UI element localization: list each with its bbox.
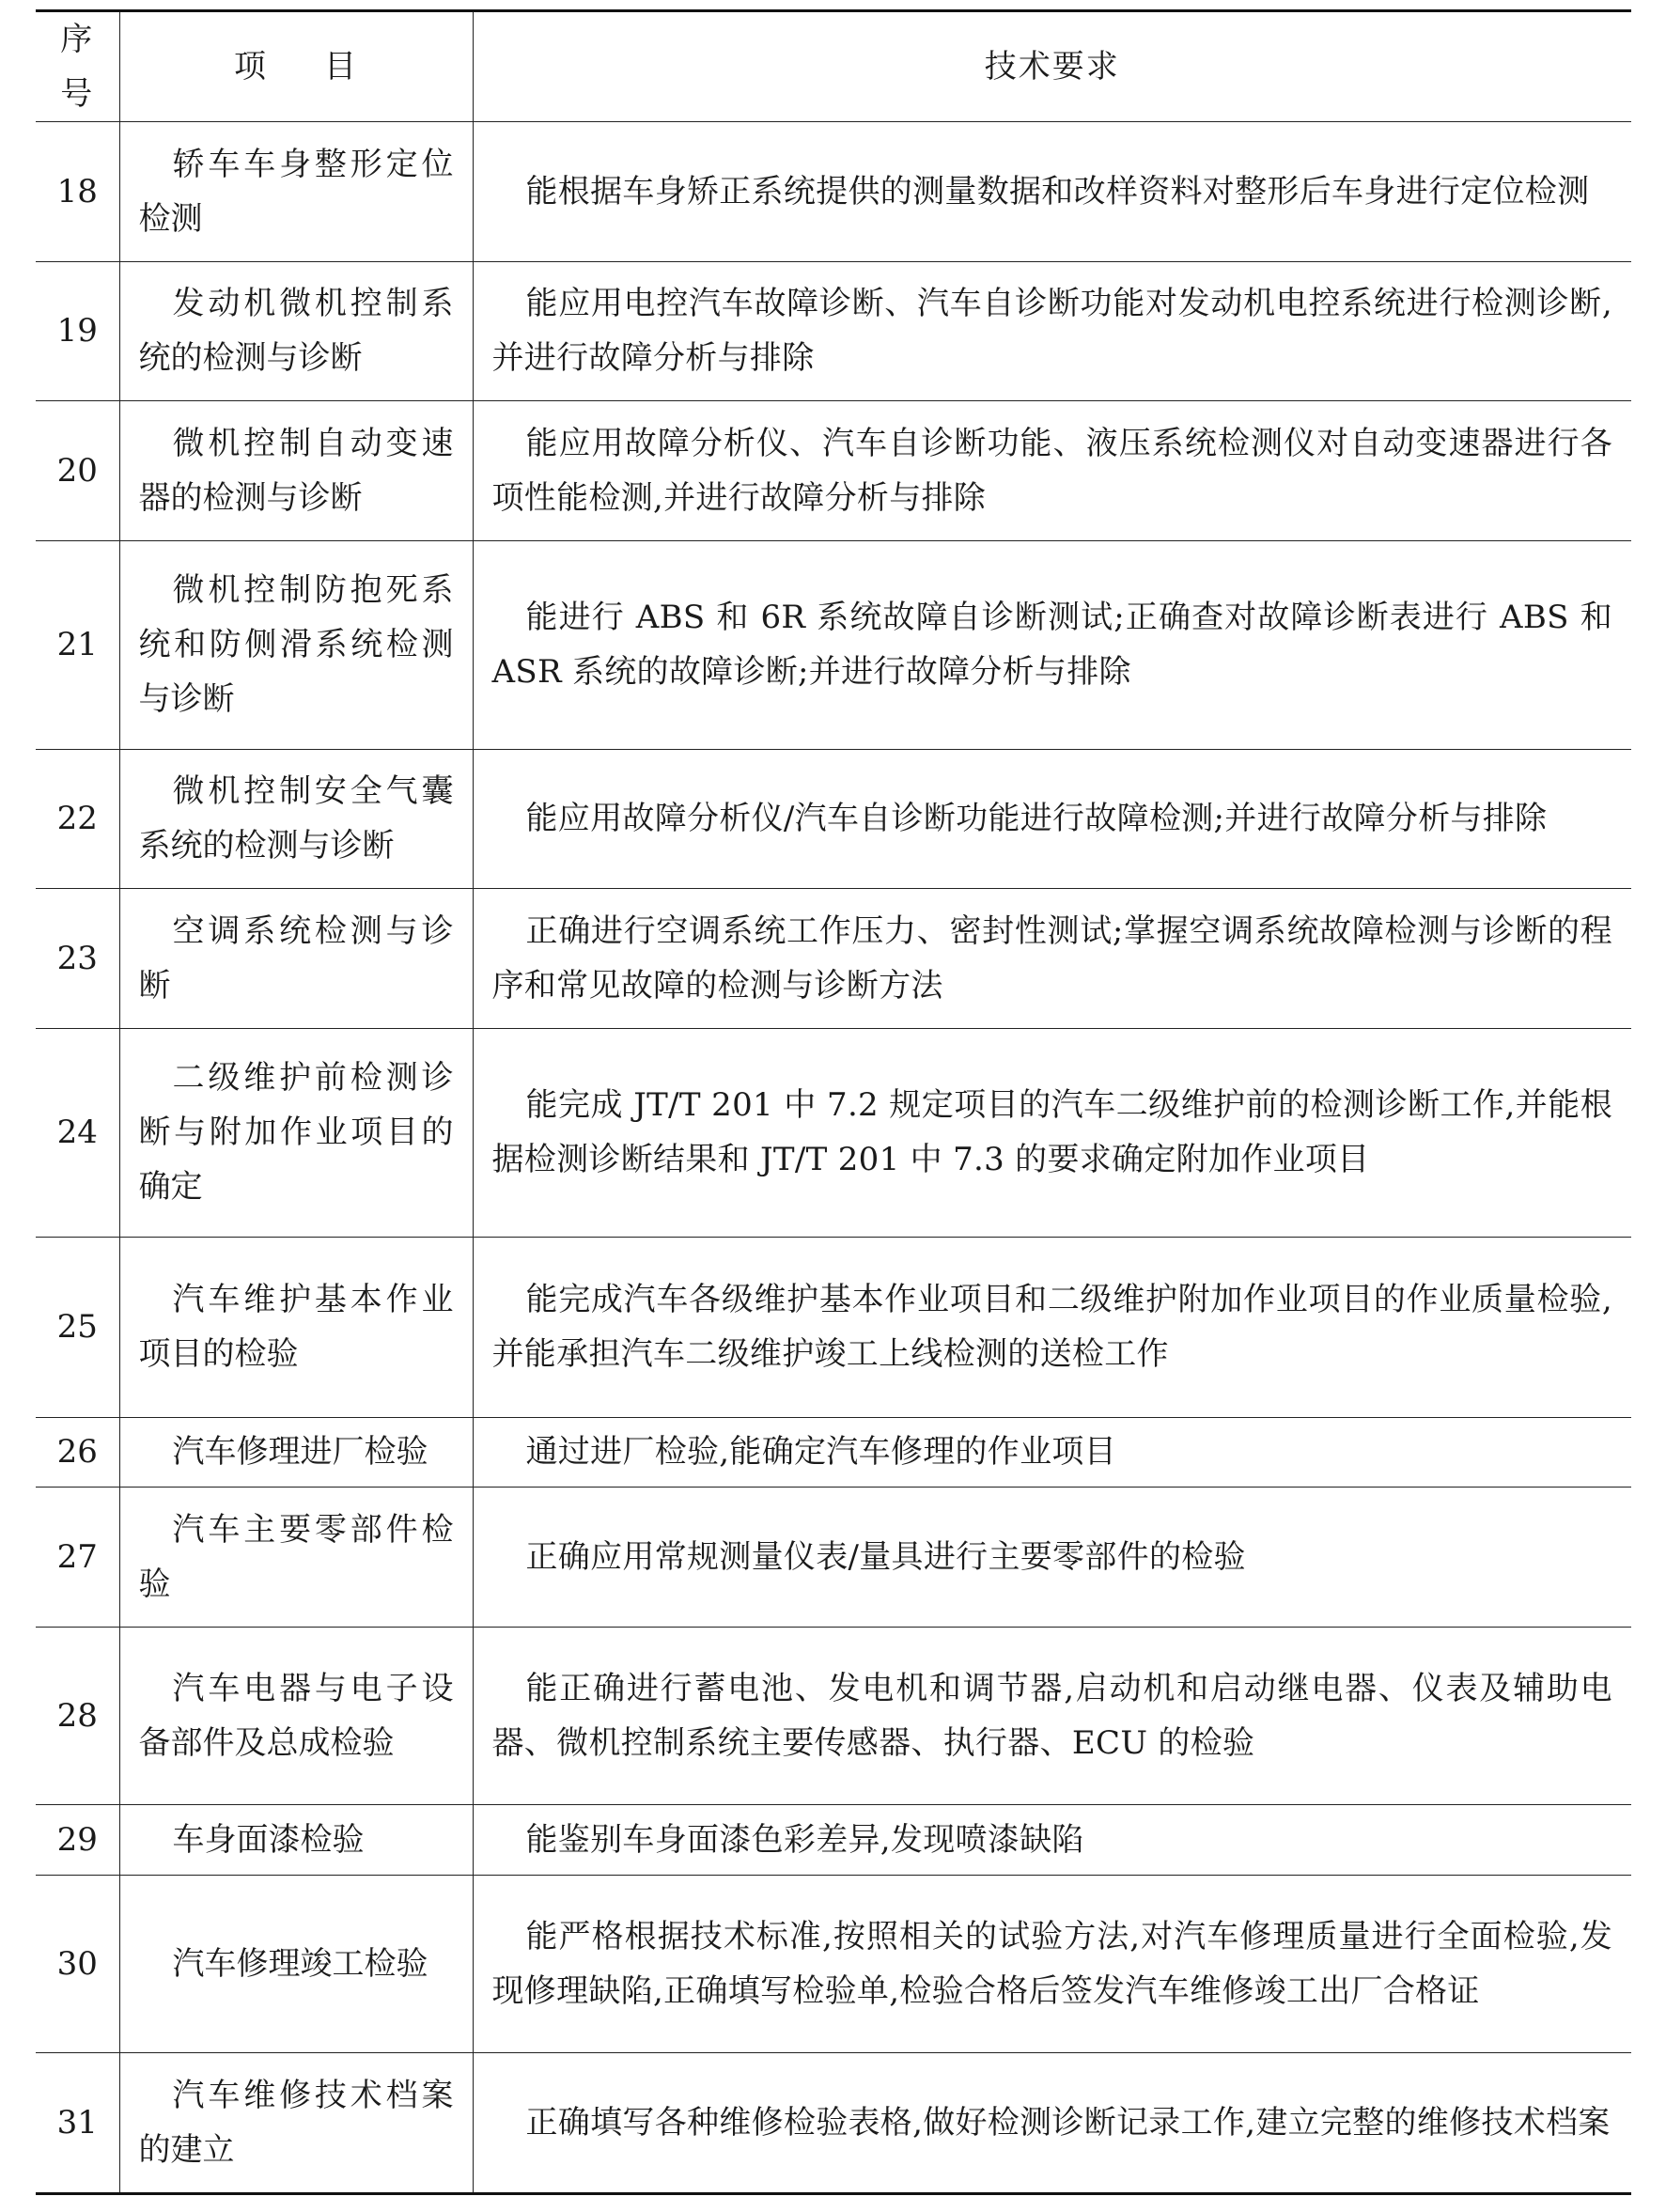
header-requirement: 技术要求 [473, 11, 1631, 122]
row-item: 发动机微机控制系统的检测与诊断 [119, 261, 473, 401]
row-item: 汽车维修技术档案的建立 [119, 2053, 473, 2194]
row-item: 汽车修理竣工检验 [119, 1875, 473, 2052]
row-requirement: 正确应用常规测量仪表/量具进行主要零部件的检验 [473, 1488, 1631, 1628]
table-row [36, 1417, 1631, 1488]
row-item: 车身面漆检验 [119, 1805, 473, 1876]
table-row [36, 1627, 1631, 1804]
row-seq: 30 [36, 1875, 119, 2052]
row-seq: 23 [36, 889, 119, 1029]
row-seq: 26 [36, 1417, 119, 1488]
technical-requirements-table [36, 9, 1631, 2195]
row-requirement: 能鉴别车身面漆色彩差异,发现喷漆缺陷 [473, 1805, 1631, 1876]
row-item: 轿车车身整形定位检测 [119, 122, 473, 262]
row-requirement: 能正确进行蓄电池、发电机和调节器,启动机和启动继电器、仪表及辅助电器、微机控制系统主要传感器、执行器、ECU 的检验 [473, 1627, 1631, 1804]
row-seq: 22 [36, 749, 119, 889]
table-row [36, 401, 1631, 541]
row-seq: 25 [36, 1237, 119, 1417]
row-requirement: 能完成 JT/T 201 中 7.2 规定项目的汽车二级维护前的检测诊断工作,并能根据检测诊断结果和 JT/T 201 中 7.3 的要求确定附加作业项目 [473, 1028, 1631, 1237]
row-requirement: 能完成汽车各级维护基本作业项目和二级维护附加作业项目的作业质量检验,并能承担汽车二级维护竣工上线检测的送检工作 [473, 1237, 1631, 1417]
row-requirement: 能应用故障分析仪、汽车自诊断功能、液压系统检测仪对自动变速器进行各项性能检测,并进行故障分析与排除 [473, 401, 1631, 541]
table-row [36, 1805, 1631, 1876]
row-seq: 20 [36, 401, 119, 541]
row-seq: 19 [36, 261, 119, 401]
header-item [119, 11, 473, 122]
row-item: 汽车主要零部件检验 [119, 1488, 473, 1628]
header-row [36, 11, 1631, 122]
table-row [36, 261, 1631, 401]
row-seq: 24 [36, 1028, 119, 1237]
row-requirement: 能应用电控汽车故障诊断、汽车自诊断功能对发动机电控系统进行检测诊断,并进行故障分析与排除 [473, 261, 1631, 401]
row-seq: 31 [36, 2053, 119, 2194]
row-item: 二级维护前检测诊断与附加作业项目的确定 [119, 1028, 473, 1237]
row-seq: 21 [36, 540, 119, 749]
row-item: 空调系统检测与诊断 [119, 889, 473, 1029]
row-requirement: 能严格根据技术标准,按照相关的试验方法,对汽车修理质量进行全面检验,发现修理缺陷,正确填写检验单,检验合格后签发汽车维修竣工出厂合格证 [473, 1875, 1631, 2052]
row-seq: 28 [36, 1627, 119, 1804]
row-requirement: 能应用故障分析仪/汽车自诊断功能进行故障检测;并进行故障分析与排除 [473, 749, 1631, 889]
row-seq: 27 [36, 1488, 119, 1628]
table-row [36, 1488, 1631, 1628]
table-row [36, 1028, 1631, 1237]
header-item-char-2: 目 [324, 48, 358, 86]
header-seq: 序号 [36, 11, 119, 122]
table-row [36, 889, 1631, 1029]
row-requirement: 能进行 ABS 和 6R 系统故障自诊断测试;正确查对故障诊断表进行 ABS 和 ASR 系统的故障诊断;并进行故障分析与排除 [473, 540, 1631, 749]
row-requirement: 能根据车身矫正系统提供的测量数据和改样资料对整形后车身进行定位检测 [473, 122, 1631, 262]
row-item: 微机控制防抱死系统和防侧滑系统检测与诊断 [119, 540, 473, 749]
table-row [36, 122, 1631, 262]
row-requirement: 正确填写各种维修检验表格,做好检测诊断记录工作,建立完整的维修技术档案 [473, 2053, 1631, 2194]
row-requirement: 通过进厂检验,能确定汽车修理的作业项目 [473, 1417, 1631, 1488]
row-item: 汽车电器与电子设备部件及总成检验 [119, 1627, 473, 1804]
table-row [36, 1237, 1631, 1417]
row-seq: 29 [36, 1805, 119, 1876]
row-item: 汽车修理进厂检验 [119, 1417, 473, 1488]
row-item: 微机控制安全气囊系统的检测与诊断 [119, 749, 473, 889]
table-row [36, 2053, 1631, 2194]
row-item: 微机控制自动变速器的检测与诊断 [119, 401, 473, 541]
header-item-char-1: 项 [234, 48, 268, 86]
table-row [36, 1875, 1631, 2052]
row-item: 汽车维护基本作业项目的检验 [119, 1237, 473, 1417]
table-row [36, 749, 1631, 889]
table-row [36, 540, 1631, 749]
row-seq: 18 [36, 122, 119, 262]
row-requirement: 正确进行空调系统工作压力、密封性测试;掌握空调系统故障检测与诊断的程序和常见故障的检测与诊断方法 [473, 889, 1631, 1029]
